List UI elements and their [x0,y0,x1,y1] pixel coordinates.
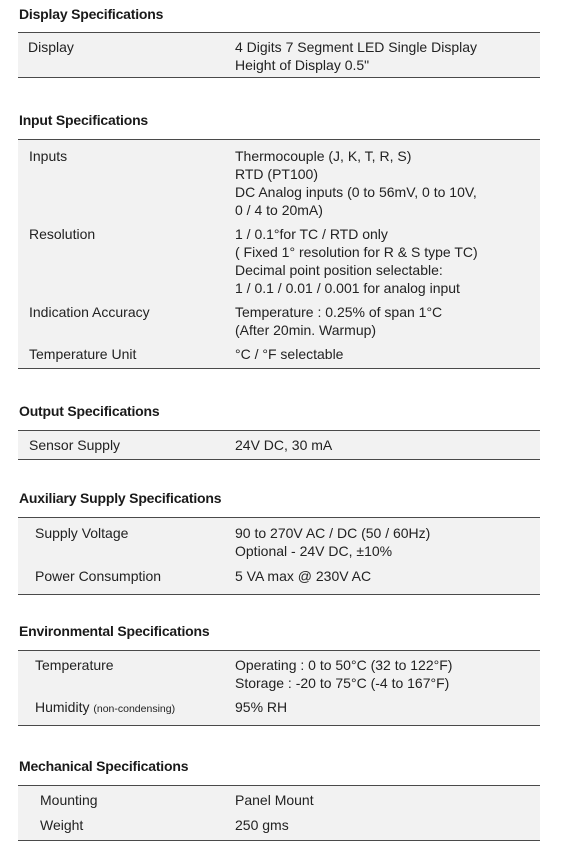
section-title: Mechanical Specifications [19,758,189,774]
section-title: Display Specifications [19,6,164,22]
spec-label: Power Consumption [35,568,162,584]
spec-value-line: 1 / 0.1 / 0.01 / 0.001 for analog input [235,280,460,296]
spec-value [235,524,535,560]
spec-table [18,650,540,726]
spec-table [18,139,540,369]
spec-value-line: Storage : -20 to 75°C (-4 to 167°F) [235,675,450,691]
spec-value-line: Operating : 0 to 50°C (32 to 122°F) [235,657,453,673]
spec-value-line: (After 20min. Warmup) [235,322,377,338]
spec-value-line: 250 gms [235,817,289,833]
spec-value-line: 24V DC, 30 mA [235,437,333,453]
spec-value-line: Optional - 24V DC, ±10% [235,543,393,559]
spec-label-text: Humidity [35,699,90,715]
section-title: Auxiliary Supply Specifications [19,490,222,506]
spec-label [35,698,175,718]
spec-table [18,32,540,78]
spec-value [235,436,535,454]
spec-value-line: 1 / 0.1°for TC / RTD only [235,226,388,242]
spec-value-line: Panel Mount [235,792,314,808]
spec-value [235,567,535,585]
spec-value [235,38,535,74]
spec-label: Display [28,39,74,55]
spec-value-line: °C / °F selectable [235,346,344,362]
spec-value [235,791,535,809]
spec-value [235,656,535,692]
spec-value-line: 5 VA max @ 230V AC [235,568,372,584]
section-title: Environmental Specifications [19,623,210,639]
spec-label: Sensor Supply [29,437,121,453]
spec-value-line: Temperature : 0.25% of span 1°C [235,304,443,320]
spec-label: Inputs [29,148,68,164]
spec-value [235,816,535,834]
spec-value [235,698,535,716]
spec-value [235,345,535,363]
spec-value-line: 0 / 4 to 20mA) [235,202,323,218]
spec-label: Mounting [40,792,98,808]
spec-value-line: 95% RH [235,699,288,715]
spec-value-line: RTD (PT100) [235,166,318,182]
spec-value [235,225,535,297]
spec-value-line: 4 Digits 7 Segment LED Single Display [235,39,478,55]
spec-label: Temperature Unit [29,346,137,362]
section-title: Output Specifications [19,403,160,419]
spec-value-line: ( Fixed 1° resolution for R & S type TC) [235,244,478,260]
spec-value-line: Decimal point position selectable: [235,262,443,278]
section-title: Input Specifications [19,112,149,128]
spec-value-line: 90 to 270V AC / DC (50 / 60Hz) [235,525,431,541]
spec-label: Supply Voltage [35,525,129,541]
spec-value [235,147,535,219]
spec-value-line: DC Analog inputs (0 to 56mV, 0 to 10V, [235,184,477,200]
spec-label: Indication Accuracy [29,304,150,320]
spec-label: Temperature [35,657,114,673]
spec-label-note: (non-condensing) [93,703,176,715]
spec-value-line: Thermocouple (J, K, T, R, S) [235,148,412,164]
spec-table [18,785,540,841]
spec-table [18,517,540,595]
spec-table [18,430,540,460]
spec-value [235,303,535,339]
spec-label: Weight [40,817,84,833]
spec-label: Resolution [29,226,96,242]
spec-value-line: Height of Display 0.5" [235,57,370,73]
